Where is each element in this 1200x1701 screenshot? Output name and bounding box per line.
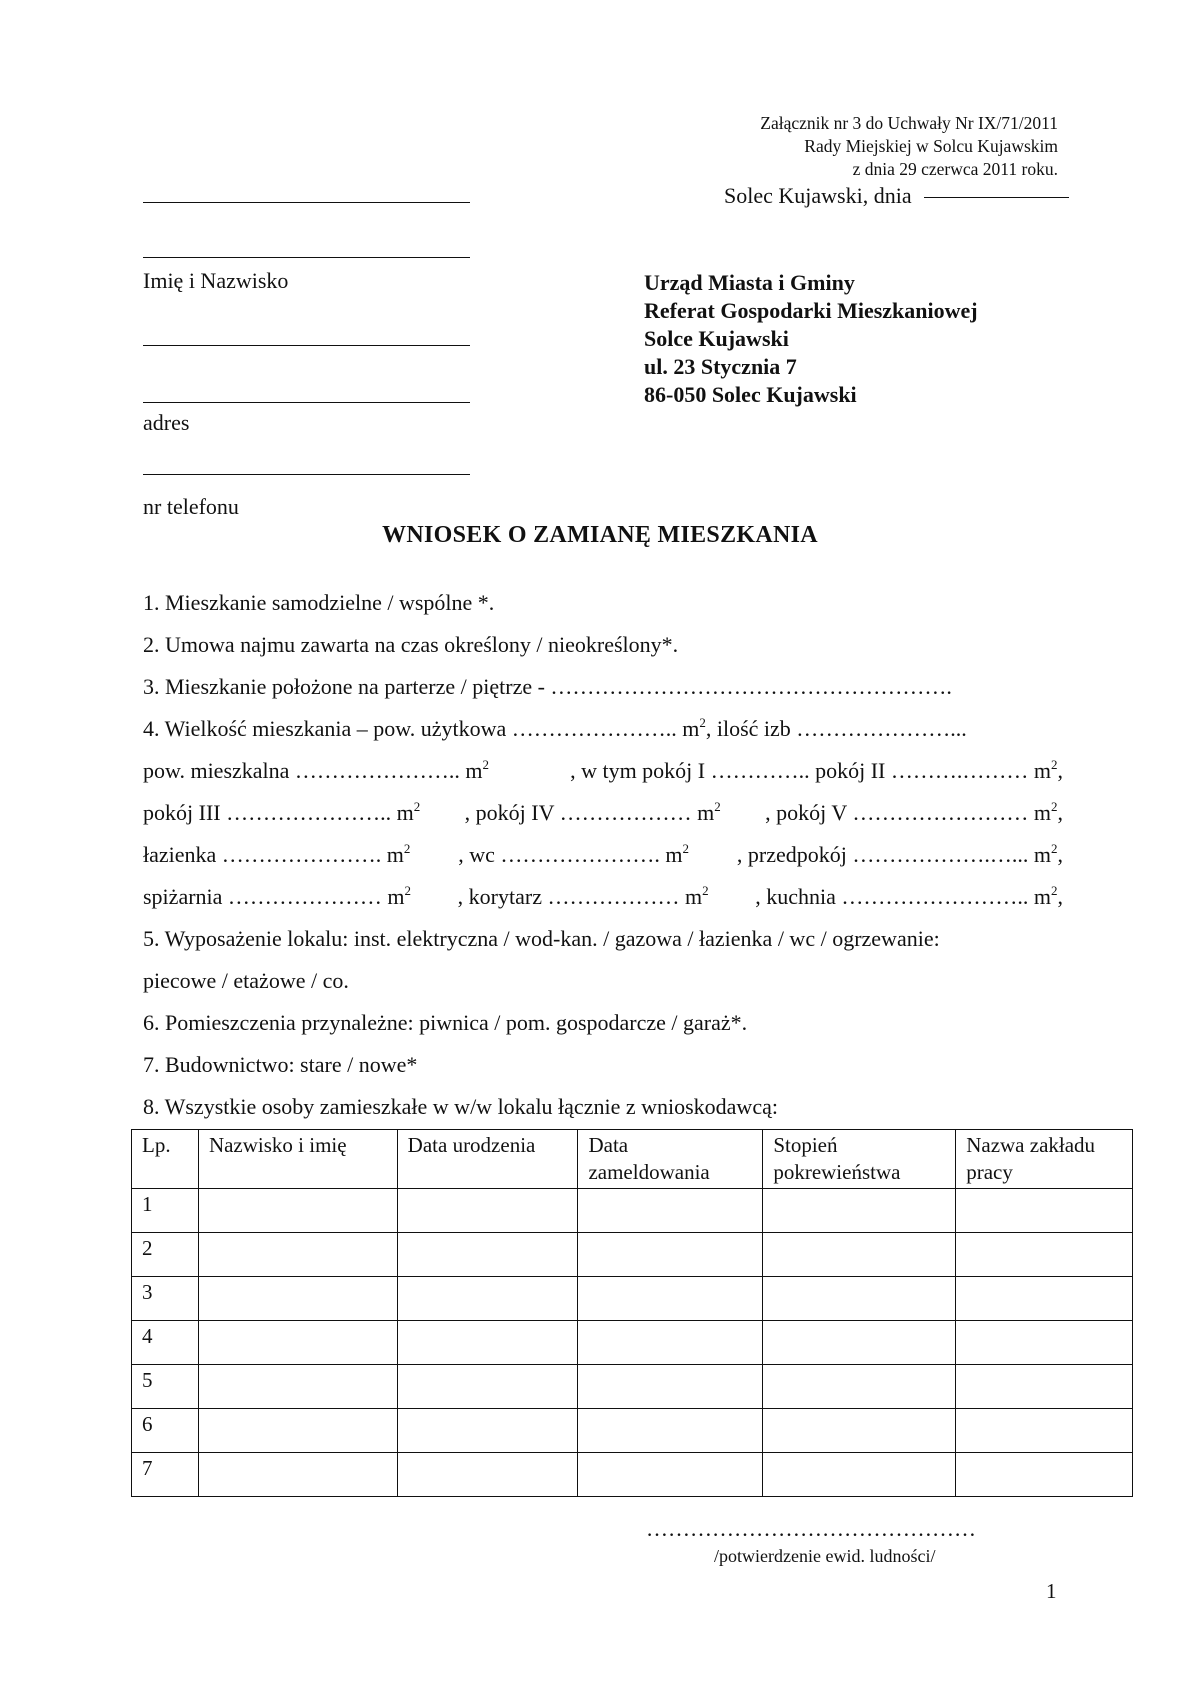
annex-line-2: Rady Miejskiej w Solcu Kujawskim — [804, 136, 1058, 156]
item-4-row-pantry: spiżarnia ………………… $m^2$ , korytarz ……………… $m^2$ , kuchnia …………………….. $m^2$, — [143, 883, 1063, 909]
workplace-cell[interactable] — [956, 1409, 1133, 1453]
annex-line-3: z dnia 29 czerwca 2011 roku. — [852, 159, 1058, 179]
registration-date-cell[interactable] — [578, 1453, 763, 1497]
unit-exponent: 2 — [1051, 757, 1058, 772]
wc-field: , wc …………………. m — [458, 842, 683, 867]
registration-date-cell[interactable] — [578, 1189, 763, 1233]
kinship-cell[interactable] — [763, 1277, 956, 1321]
workplace-cell[interactable] — [956, 1453, 1133, 1497]
table-header-row — [132, 1130, 1133, 1189]
birth-date-cell[interactable] — [397, 1277, 578, 1321]
unit-exponent: 2 — [482, 757, 490, 772]
bathroom-field: łazienka …………………. m — [143, 842, 404, 867]
item-8: 8. Wszystkie osoby zamieszkałe w w/w lokalu łącznie z wnioskodawcą: — [143, 1094, 778, 1119]
addressee-block — [644, 269, 978, 409]
form-items — [143, 582, 1063, 1128]
workplace-cell[interactable] — [956, 1365, 1133, 1409]
unit-exponent: 2 — [1050, 841, 1058, 856]
workplace-cell[interactable] — [956, 1277, 1133, 1321]
room-3-field: pokój III ………………….. m — [143, 800, 414, 825]
rooms-1-2-field: , w tym pokój I ………….. pokój II ……….……… m — [570, 758, 1051, 783]
birth-date-cell[interactable] — [397, 1453, 578, 1497]
applicant-blank-line-1[interactable] — [143, 202, 470, 203]
kinship-cell[interactable] — [763, 1321, 956, 1365]
place-date-label: Solec Kujawski, dnia — [724, 183, 912, 208]
name-cell[interactable] — [198, 1365, 397, 1409]
address-blank-line-2[interactable] — [143, 402, 470, 403]
phone-label: nr telefonu — [143, 494, 239, 519]
registration-date-cell[interactable] — [578, 1321, 763, 1365]
item-5: 5. Wyposażenie lokalu: inst. elektryczna / wod-kan. / gazowa / łazienka / wc / ogrzewanie: — [143, 926, 940, 951]
birth-date-cell[interactable] — [397, 1409, 578, 1453]
kitchen-field: , kuchnia …………………….. m — [755, 884, 1051, 909]
col-header-registration-date: Data zameldowania — [578, 1130, 763, 1189]
name-cell[interactable] — [198, 1189, 397, 1233]
unit-exponent: 2 — [1050, 799, 1058, 814]
address-blank-line-1[interactable] — [143, 345, 470, 346]
item-4-usable-area: 4. Wielkość mieszkania – pow. użytkowa ………………….. m — [143, 716, 700, 741]
form-title: WNIOSEK O ZAMIANĘ MIESZKANIA — [382, 522, 818, 548]
col-header-kinship: Stopień pokrewieństwa — [763, 1130, 956, 1189]
signature-dots[interactable]: ……………………………………… — [646, 1516, 976, 1541]
table-row — [132, 1453, 1133, 1497]
item-5-cont: piecowe / etażowe / co. — [143, 968, 349, 993]
kinship-cell[interactable] — [763, 1189, 956, 1233]
applicant-blank-line-2[interactable] — [143, 257, 470, 258]
item-1: 1. Mieszkanie samodzielne / wspólne *. — [143, 590, 495, 615]
room-5-field: , pokój V …………………… m — [765, 800, 1051, 825]
table-row — [132, 1189, 1133, 1233]
row-number: 5 — [132, 1365, 199, 1409]
birth-date-cell[interactable] — [397, 1365, 578, 1409]
living-area-field: pow. mieszkalna ………………….. m — [143, 758, 483, 783]
registration-date-cell[interactable] — [578, 1365, 763, 1409]
kinship-cell[interactable] — [763, 1365, 956, 1409]
name-cell[interactable] — [198, 1277, 397, 1321]
table-row — [132, 1409, 1133, 1453]
item-4 — [143, 708, 1063, 750]
row-number: 6 — [132, 1409, 199, 1453]
residents-table — [131, 1129, 1133, 1497]
kinship-cell[interactable] — [763, 1453, 956, 1497]
item-4-row-living-area: pow. mieszkalna ………………….. $m^2$ , w tym pokój I ………….. pokój II ……….……… $m^2$, — [143, 757, 1063, 783]
row-number: 3 — [132, 1277, 199, 1321]
table-row — [132, 1233, 1133, 1277]
name-cell[interactable] — [198, 1453, 397, 1497]
phone-blank-line[interactable] — [143, 474, 470, 475]
registration-date-cell[interactable] — [578, 1233, 763, 1277]
row-number: 7 — [132, 1453, 199, 1497]
table-row — [132, 1321, 1133, 1365]
unit-exponent: 2 — [702, 883, 709, 898]
col-header-birth-date: Data urodzenia — [397, 1130, 578, 1189]
item-4-row-rooms: pokój III ………………….. $m^2$ , pokój IV ……………… $m^2$ , pokój V …………………… $m^2$, — [143, 799, 1063, 825]
item-7: 7. Budownictwo: stare / nowe* — [143, 1052, 418, 1077]
addressee-line-3: Solce Kujawski — [644, 326, 789, 351]
item-2: 2. Umowa najmu zawarta na czas określony / nieokreślony*. — [143, 632, 679, 657]
unit-exponent: 2 — [1050, 883, 1058, 898]
table-row — [132, 1277, 1133, 1321]
birth-date-cell[interactable] — [397, 1189, 578, 1233]
row-number: 1 — [132, 1189, 199, 1233]
workplace-cell[interactable] — [956, 1321, 1133, 1365]
birth-date-cell[interactable] — [397, 1321, 578, 1365]
col-header-name: Nazwisko i imię — [198, 1130, 397, 1189]
annex-note — [760, 112, 1058, 181]
unit-exponent: 2 — [714, 799, 721, 814]
birth-date-cell[interactable] — [397, 1233, 578, 1277]
name-label: Imię i Nazwisko — [143, 268, 289, 293]
hallway-field: , przedpokój ……………….…... m — [736, 842, 1051, 867]
room-4-field: , pokój IV ……………… m — [464, 800, 715, 825]
name-cell[interactable] — [198, 1233, 397, 1277]
item-6: 6. Pomieszczenia przynależne: piwnica / pom. gospodarcze / garaż*. — [143, 1010, 748, 1035]
kinship-cell[interactable] — [763, 1409, 956, 1453]
signature-caption: /potwierdzenie ewid. ludności/ — [714, 1546, 936, 1566]
row-number: 4 — [132, 1321, 199, 1365]
unit-exponent: 2 — [413, 799, 421, 814]
item-3: 3. Mieszkanie położone na parterze / piętrze - ………………………………………………. — [143, 674, 952, 699]
kinship-cell[interactable] — [763, 1233, 956, 1277]
item-4-row-bath: łazienka …………………. $m^2$ , wc …………………. $m^2$ , przedpokój ……………….…... $m^2$, — [143, 841, 1063, 867]
unit-exponent: 2 — [699, 715, 706, 730]
workplace-cell[interactable] — [956, 1233, 1133, 1277]
table-row — [132, 1365, 1133, 1409]
name-cell[interactable] — [198, 1321, 397, 1365]
col-header-workplace: Nazwa zakładu pracy — [956, 1130, 1133, 1189]
addressee-line-5: 86-050 Solec Kujawski — [644, 382, 857, 407]
registration-date-cell[interactable] — [578, 1277, 763, 1321]
unit-exponent: 2 — [682, 841, 690, 856]
unit-exponent: 2 — [403, 841, 411, 856]
pantry-field: spiżarnia ………………… m — [143, 884, 405, 909]
col-header-lp: Lp. — [132, 1130, 199, 1189]
address-label: adres — [143, 410, 190, 435]
row-number: 2 — [132, 1233, 199, 1277]
item-4-room-count: , ilość izb …………………... — [705, 716, 967, 741]
name-cell[interactable] — [198, 1409, 397, 1453]
place-date-line — [724, 183, 1069, 209]
addressee-line-1: Urząd Miasta i Gminy — [644, 270, 855, 295]
date-blank-line[interactable] — [924, 197, 1069, 198]
corridor-field: , korytarz ……………… m — [457, 884, 703, 909]
registration-date-cell[interactable] — [578, 1409, 763, 1453]
workplace-cell[interactable] — [956, 1189, 1133, 1233]
annex-line-1: Załącznik nr 3 do Uchwały Nr IX/71/2011 — [760, 113, 1058, 133]
unit-exponent: 2 — [404, 883, 412, 898]
addressee-line-4: ul. 23 Stycznia 7 — [644, 354, 797, 379]
page-number: 1 — [1046, 1579, 1057, 1603]
addressee-line-2: Referat Gospodarki Mieszkaniowej — [644, 298, 978, 323]
